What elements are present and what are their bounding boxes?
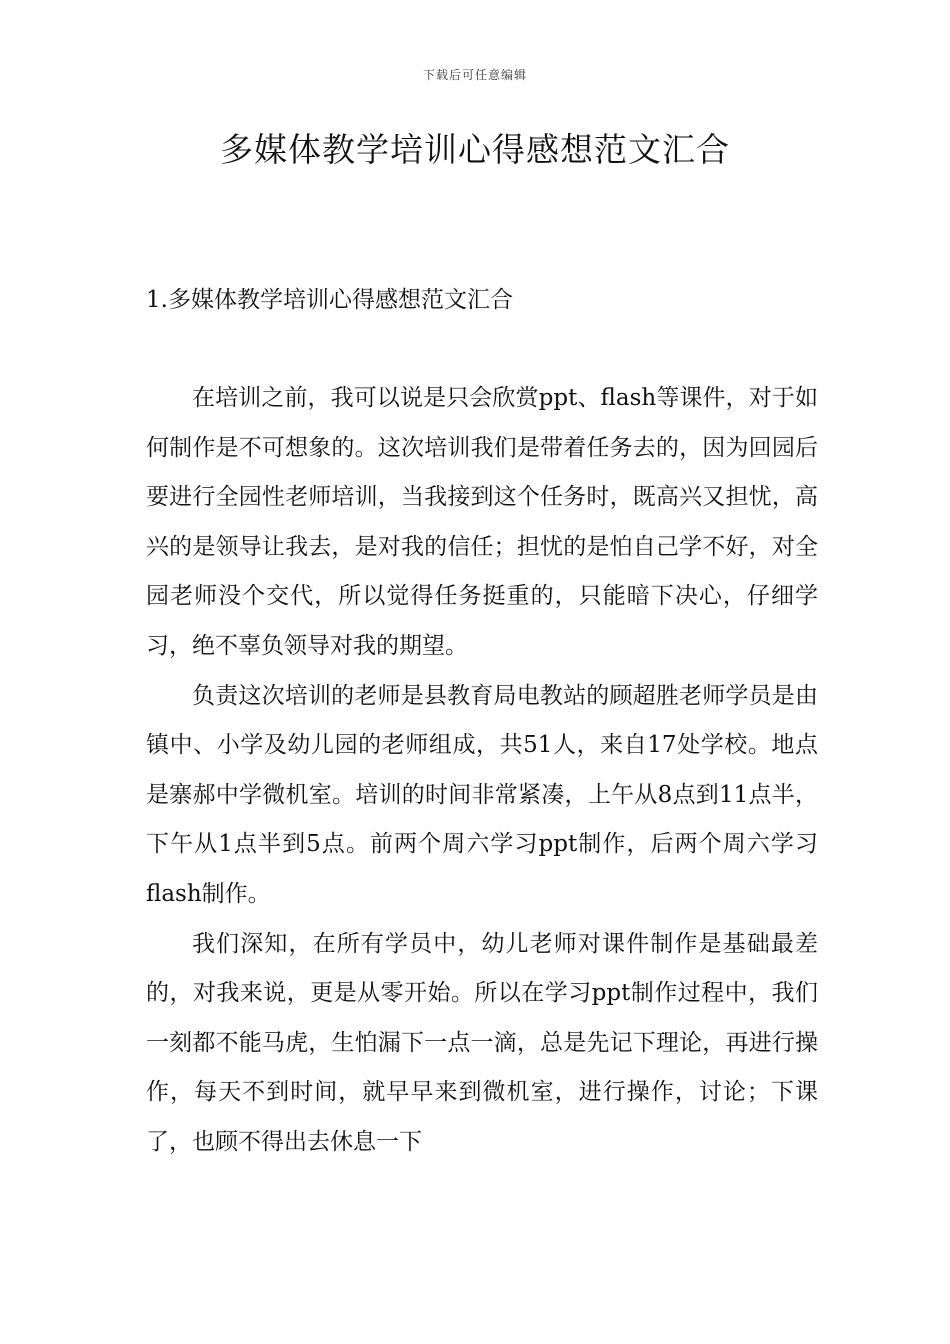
body-paragraph: 在培训之前，我可以说是只会欣赏ppt、flash等课件，对于如何制作是不可想象的。这次培训我们是带着任务去的，因为回园后要进行全园性老师培训，当我接到这个任务时，既高兴又担忧，高兴的是领导让我去，是对我的信任；担忧的是怕自己学不好，对全园老师没个交代，所以觉得任务挺重的，只能暗下决心，仔细学习，绝不辜负领导对我的期望。: [146, 385, 818, 659]
document-title: 多媒体教学培训心得感想范文汇合: [220, 130, 730, 169]
section-heading: 1.多媒体教学培训心得感想范文汇合: [146, 287, 513, 313]
header-note: 下载后可任意编辑: [422, 68, 527, 82]
document-body: [146, 374, 818, 1168]
body-paragraph: 负责这次培训的老师是县教育局电教站的顾超胜老师学员是由镇中、小学及幼儿园的老师组成，共51人，来自17处学校。地点是寨郝中学微机室。培训的时间非常紧凑，上午从8点到11点半，下午从1点半到5点。前两个周六学习ppt制作，后两个周六学习flash制作。: [146, 682, 818, 907]
body-paragraph: 我们深知，在所有学员中，幼儿老师对课件制作是基础最差的，对我来说，更是从零开始。所以在学习ppt制作过程中，我们一刻都不能马虎，生怕漏下一点一滴，总是先记下理论，再进行操作，每天不到时间，就早早来到微机室，进行操作，讨论；下课了，也顾不得出去休息一下: [146, 930, 818, 1155]
